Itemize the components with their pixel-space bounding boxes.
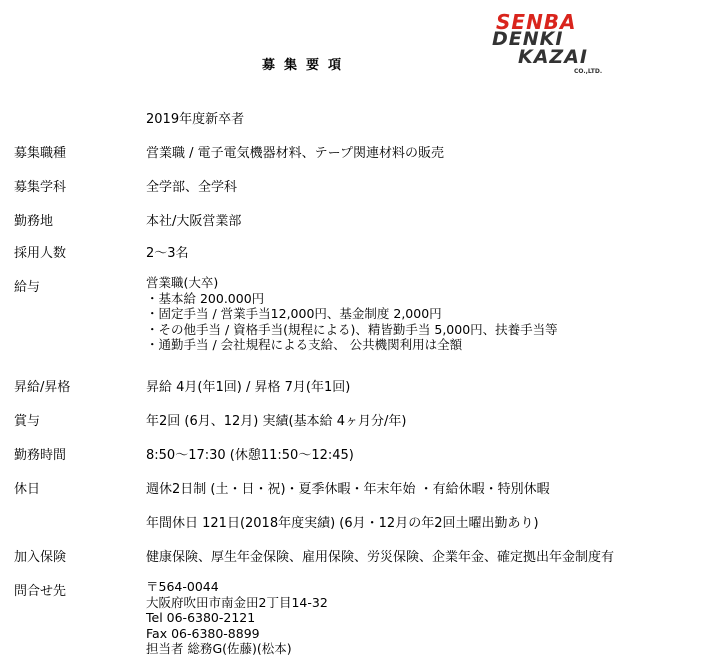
bonus-value: 年2回 (6月、12月) 実績(基本給 4ヶ月分/年) <box>146 414 407 429</box>
target-year: 2019年度新卒者 <box>146 112 245 127</box>
contact-label: 問合せ先 <box>14 584 67 599</box>
bonus-label: 賞与 <box>14 414 41 429</box>
company-logo <box>492 10 621 75</box>
logo-line-3: KAZAI <box>518 46 588 68</box>
page-title: 募集要項 <box>262 58 351 73</box>
headcount-label: 採用人数 <box>14 246 67 261</box>
holidays-value: 週休2日制 (土・日・祝)・夏季休暇・年末年始 ・有給休暇・特別休暇 <box>146 482 550 497</box>
raise-value: 昇給 4月(年1回) / 昇格 7月(年1回) <box>146 380 351 395</box>
contact-person: 担当者 総務G(佐藤)(松本) <box>146 641 292 656</box>
fax-number: Fax 06-6380-8899 <box>146 625 260 641</box>
logo-line-2: DENKI <box>492 28 564 50</box>
phone-number: Tel 06-6380-2121 <box>146 610 256 625</box>
salary-details <box>146 275 558 353</box>
contact-details <box>146 579 328 657</box>
address: 大阪府吹田市南金田2丁目14-32 <box>146 594 328 610</box>
job-value: 営業職 / 電子電気機器材料、テープ関連材料の販売 <box>146 146 444 161</box>
salary-line: ・基本給 200.000円 <box>146 290 265 306</box>
logo-line-1: SENBA <box>496 10 577 34</box>
annual-holidays-value: 年間休日 121日(2018年度実績) (6月・12月の年2回土曜出勤あり) <box>146 516 539 531</box>
salary-line: ・固定手当 / 営業手当12,000円、基金制度 2,000円 <box>146 306 442 321</box>
raise-label: 昇給/昇格 <box>14 380 71 395</box>
hours-value: 8:50～17:30 (休憩11:50～12:45) <box>146 448 354 463</box>
hours-label: 勤務時間 <box>14 448 67 463</box>
location-value: 本社/大阪営業部 <box>146 214 242 229</box>
salary-line: 営業職(大卒) <box>146 275 219 290</box>
job-label: 募集職種 <box>14 146 67 161</box>
salary-label: 給与 <box>14 280 41 295</box>
insurance-value: 健康保険、厚生年金保険、雇用保険、労災保険、企業年金、確定拠出年金制度有 <box>146 550 615 565</box>
postal-code: 〒564-0044 <box>146 579 219 594</box>
holidays-label: 休日 <box>14 482 41 497</box>
faculty-value: 全学部、全学科 <box>146 180 238 195</box>
insurance-label: 加入保険 <box>14 550 67 565</box>
salary-line: ・その他手当 / 資格手当(規程による)、精皆勤手当 5,000円、扶養手当等 <box>146 321 558 337</box>
logo-line-4: CO.,LTD. <box>574 68 603 75</box>
faculty-label: 募集学科 <box>14 180 67 195</box>
headcount-value: 2～3名 <box>146 246 189 261</box>
location-label: 勤務地 <box>14 214 54 229</box>
salary-line: ・通勤手当 / 会社規程による支給、 公共機関利用は全額 <box>146 337 463 352</box>
